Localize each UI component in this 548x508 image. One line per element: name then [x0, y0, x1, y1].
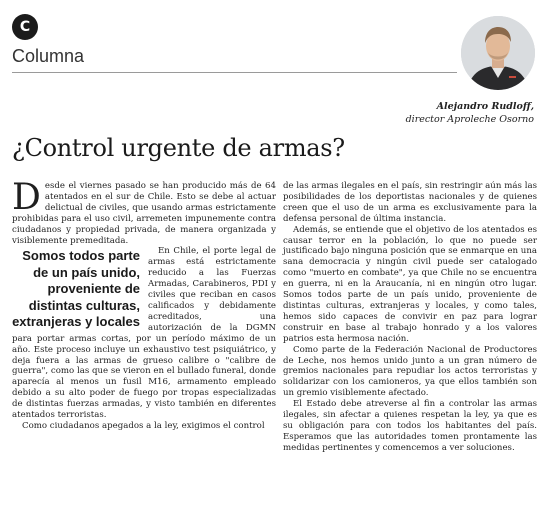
- drop-cap: D: [12, 177, 41, 218]
- column-badge: [12, 14, 38, 40]
- article-column-2: [283, 181, 537, 454]
- article-column-1: [12, 177, 276, 432]
- paragraph-text: esde el viernes pasado se han producido más de 64 atentados en el sur de Chile. Esto se debe al actuar delictual de civiles, que usando armas estrictamente prohibidas para el uso civil, arremeten impunemente contra ciudadanos y propiedad privada, de manera organizada y visiblemente premeditada.: [12, 181, 276, 246]
- paragraph-text: En Chile, el porte legal de armas está estrictamente reducido a las Fuerzas Armadas, Carabineros, PDI y civiles que reciban en casos calificados y debidamente acreditados, una autorización de la DGMN para portar armas cortas, por un período máximo de un año. Este proceso incluye un exhaustivo test psiquiátrico, y deja fuera a las armas de grueso calibre o "calibre de guerra", como las que se vieron en el bullado funeral, donde aparecía al menos un fusil M16, armamento empleado debido a su alto poder de fuego por tropas especializadas de distintas fuerzas armadas, y visto también en diferentes atentados terroristas.: [12, 246, 276, 421]
- author-byline: [406, 100, 534, 126]
- author-photo: [461, 16, 535, 90]
- author-portrait-image: [461, 16, 535, 90]
- article-paragraph: Además, se entiende que el objetivo de los atentados es causar terror en la población, lo que no puede ser justificado bajo ninguna posición que se enmarque en una sana democracia y ningún civil puede ser catalogado como "muerto en combate", ya que Chile no se encuentra en guerra, ni en la Araucanía, ni en ningún otro lugar. Somos todos parte de un país unido, proveniente de distintas culturas, extranjeras y locales, y como tales, hemos sido capaces de convivir en paz para lograr construir en base al trabajo honrado y a los valores patrios esta hermosa nación.: [283, 224, 537, 344]
- article-paragraph: Como parte de la Federación Nacional de Productores de Leche, nos hemos unido junto a un gran número de gremios nacionales para repudiar los actos terroristas y solidarizar con los camioneros, ya que ellos también son un gremio visiblemente afectado.: [283, 344, 537, 399]
- article-paragraph: El Estado debe atreverse al fin a controlar las armas ilegales, sin afectar a quienes respetan la ley, ya que es su obligación para con todos los habitantes del país. Esperamos que las autoridades tomen prontamente las medidas pertinentes y comencemos a ver soluciones.: [283, 399, 537, 453]
- article-paragraph: [12, 246, 276, 421]
- author-role: director Aproleche Osorno: [405, 114, 534, 125]
- section-label: Columna: [12, 46, 85, 66]
- headline: ¿Control urgente de armas?: [12, 134, 345, 162]
- column-badge-letter: C: [19, 19, 31, 35]
- article-paragraph: de las armas ilegales en el país, sin restringir aún más las posibilidades de los deportistas nacionales y de quienes creen que el uso de un arma es exclusivamente para la defensa personal de última instancia.: [283, 181, 537, 224]
- pull-quote: Somos todos parte de un país unido, proveniente de distintas culturas, extranjeras y locales: [12, 248, 140, 330]
- header-divider: [12, 72, 457, 73]
- author-name: Alejandro Rudloff,: [436, 101, 534, 112]
- article-paragraph: Como ciudadanos apegados a la ley, exigimos el control: [22, 420, 265, 431]
- article-paragraph: [12, 177, 276, 246]
